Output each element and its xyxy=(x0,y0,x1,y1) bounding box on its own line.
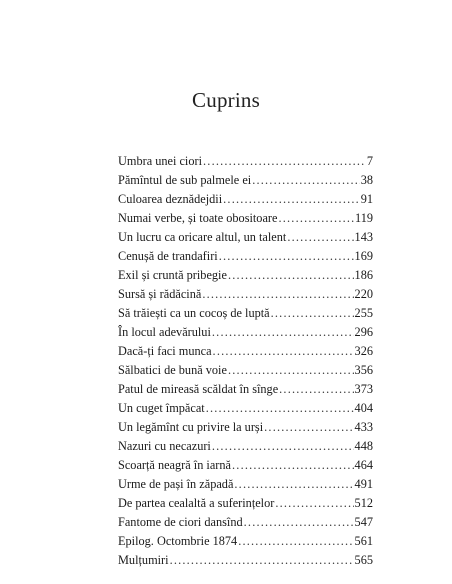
toc-leader-dots xyxy=(271,304,354,323)
toc-entry xyxy=(118,456,373,475)
toc-entry xyxy=(118,304,373,323)
toc-entry-page-number: 296 xyxy=(354,325,373,339)
toc-entry-page-number: 143 xyxy=(354,230,373,244)
toc-leader-dots xyxy=(213,342,354,361)
toc-leader-dots xyxy=(203,152,366,171)
toc-leader-dots xyxy=(232,456,354,475)
toc-entry-title: Dacă-ți faci munca xyxy=(118,344,212,358)
toc-entry-title: Exil și cruntă pribegie xyxy=(118,268,227,282)
toc-entry xyxy=(118,285,373,304)
toc-leader-dots xyxy=(275,494,353,513)
toc-entry-title: Epilog. Octombrie 1874 xyxy=(118,534,238,548)
toc-leader-dots xyxy=(212,323,354,342)
toc-entry xyxy=(118,361,373,380)
toc-leader-dots xyxy=(234,475,353,494)
toc-entry-page-number: 433 xyxy=(354,420,373,434)
toc-entry-title: De partea cealaltă a suferințelor xyxy=(118,496,275,510)
table-of-contents xyxy=(118,152,373,570)
toc-entry-page-number: 464 xyxy=(354,458,373,472)
toc-leader-dots xyxy=(219,247,354,266)
toc-entry-title: Scoarță neagră în iarnă xyxy=(118,458,232,472)
toc-entry-page-number: 373 xyxy=(354,382,373,396)
toc-entry xyxy=(118,152,373,171)
toc-entry-title: Patul de mireasă scăldat în sînge xyxy=(118,382,279,396)
toc-entry-title: Să trăiești ca un cocoș de luptă xyxy=(118,306,270,320)
toc-entry-page-number: 404 xyxy=(354,401,373,415)
toc-entry xyxy=(118,209,373,228)
toc-entry xyxy=(118,551,373,570)
toc-entry-title: Fantome de ciori dansînd xyxy=(118,515,243,529)
toc-entry-title: Sursă și rădăcină xyxy=(118,287,202,301)
toc-entry-title: Mulțumiri xyxy=(118,553,169,567)
toc-entry xyxy=(118,266,373,285)
toc-leader-dots xyxy=(287,228,353,247)
toc-entry-page-number: 119 xyxy=(355,211,373,225)
toc-leader-dots xyxy=(238,532,353,551)
toc-entry xyxy=(118,247,373,266)
toc-entry-page-number: 7 xyxy=(366,154,373,168)
toc-leader-dots xyxy=(170,551,354,570)
toc-entry-title: Un legămînt cu privire la urși xyxy=(118,420,264,434)
toc-entry-title: Nazuri cu necazuri xyxy=(118,439,211,453)
toc-entry-title: Sălbatici de bună voie xyxy=(118,363,227,377)
toc-entry xyxy=(118,228,373,247)
toc-leader-dots xyxy=(279,380,353,399)
toc-entry-page-number: 565 xyxy=(354,553,373,567)
toc-entry xyxy=(118,380,373,399)
toc-leader-dots xyxy=(228,361,354,380)
toc-leader-dots xyxy=(252,171,360,190)
toc-entry-title: Numai verbe, și toate obositoare xyxy=(118,211,278,225)
toc-entry-page-number: 186 xyxy=(354,268,373,282)
toc-leader-dots xyxy=(223,190,360,209)
toc-entry-title: Urme de pași în zăpadă xyxy=(118,477,234,491)
toc-entry-title: Culoarea deznădejdii xyxy=(118,192,223,206)
toc-entry-page-number: 491 xyxy=(354,477,373,491)
toc-leader-dots xyxy=(228,266,354,285)
toc-entry xyxy=(118,190,373,209)
toc-entry-page-number: 356 xyxy=(354,363,373,377)
toc-entry-title: Un lucru ca oricare altul, un talent xyxy=(118,230,287,244)
toc-entry xyxy=(118,171,373,190)
toc-entry-page-number: 38 xyxy=(360,173,373,187)
toc-entry-page-number: 91 xyxy=(360,192,373,206)
toc-entry-title: Pămîntul de sub palmele ei xyxy=(118,173,252,187)
toc-entry-page-number: 512 xyxy=(354,496,373,510)
toc-leader-dots xyxy=(278,209,354,228)
toc-entry-title: În locul adevărului xyxy=(118,325,211,339)
toc-entry xyxy=(118,323,373,342)
toc-entry xyxy=(118,475,373,494)
toc-leader-dots xyxy=(202,285,353,304)
toc-entry-title: Umbra unei ciori xyxy=(118,154,203,168)
toc-entry-page-number: 448 xyxy=(354,439,373,453)
toc-entry xyxy=(118,513,373,532)
toc-entry xyxy=(118,532,373,551)
toc-entry xyxy=(118,399,373,418)
toc-entry-title: Un cuget împăcat xyxy=(118,401,205,415)
toc-entry-page-number: 547 xyxy=(354,515,373,529)
page-title: Cuprins xyxy=(192,88,260,112)
toc-leader-dots xyxy=(212,437,354,456)
toc-entry xyxy=(118,494,373,513)
toc-leader-dots xyxy=(264,418,353,437)
toc-entry-page-number: 169 xyxy=(354,249,373,263)
toc-entry xyxy=(118,342,373,361)
toc-entry xyxy=(118,437,373,456)
toc-leader-dots xyxy=(206,399,354,418)
toc-entry-page-number: 326 xyxy=(354,344,373,358)
toc-entry-page-number: 255 xyxy=(354,306,373,320)
toc-entry-page-number: 561 xyxy=(354,534,373,548)
toc-entry xyxy=(118,418,373,437)
toc-entry-title: Cenușă de trandafiri xyxy=(118,249,218,263)
toc-leader-dots xyxy=(244,513,354,532)
toc-entry-page-number: 220 xyxy=(354,287,373,301)
